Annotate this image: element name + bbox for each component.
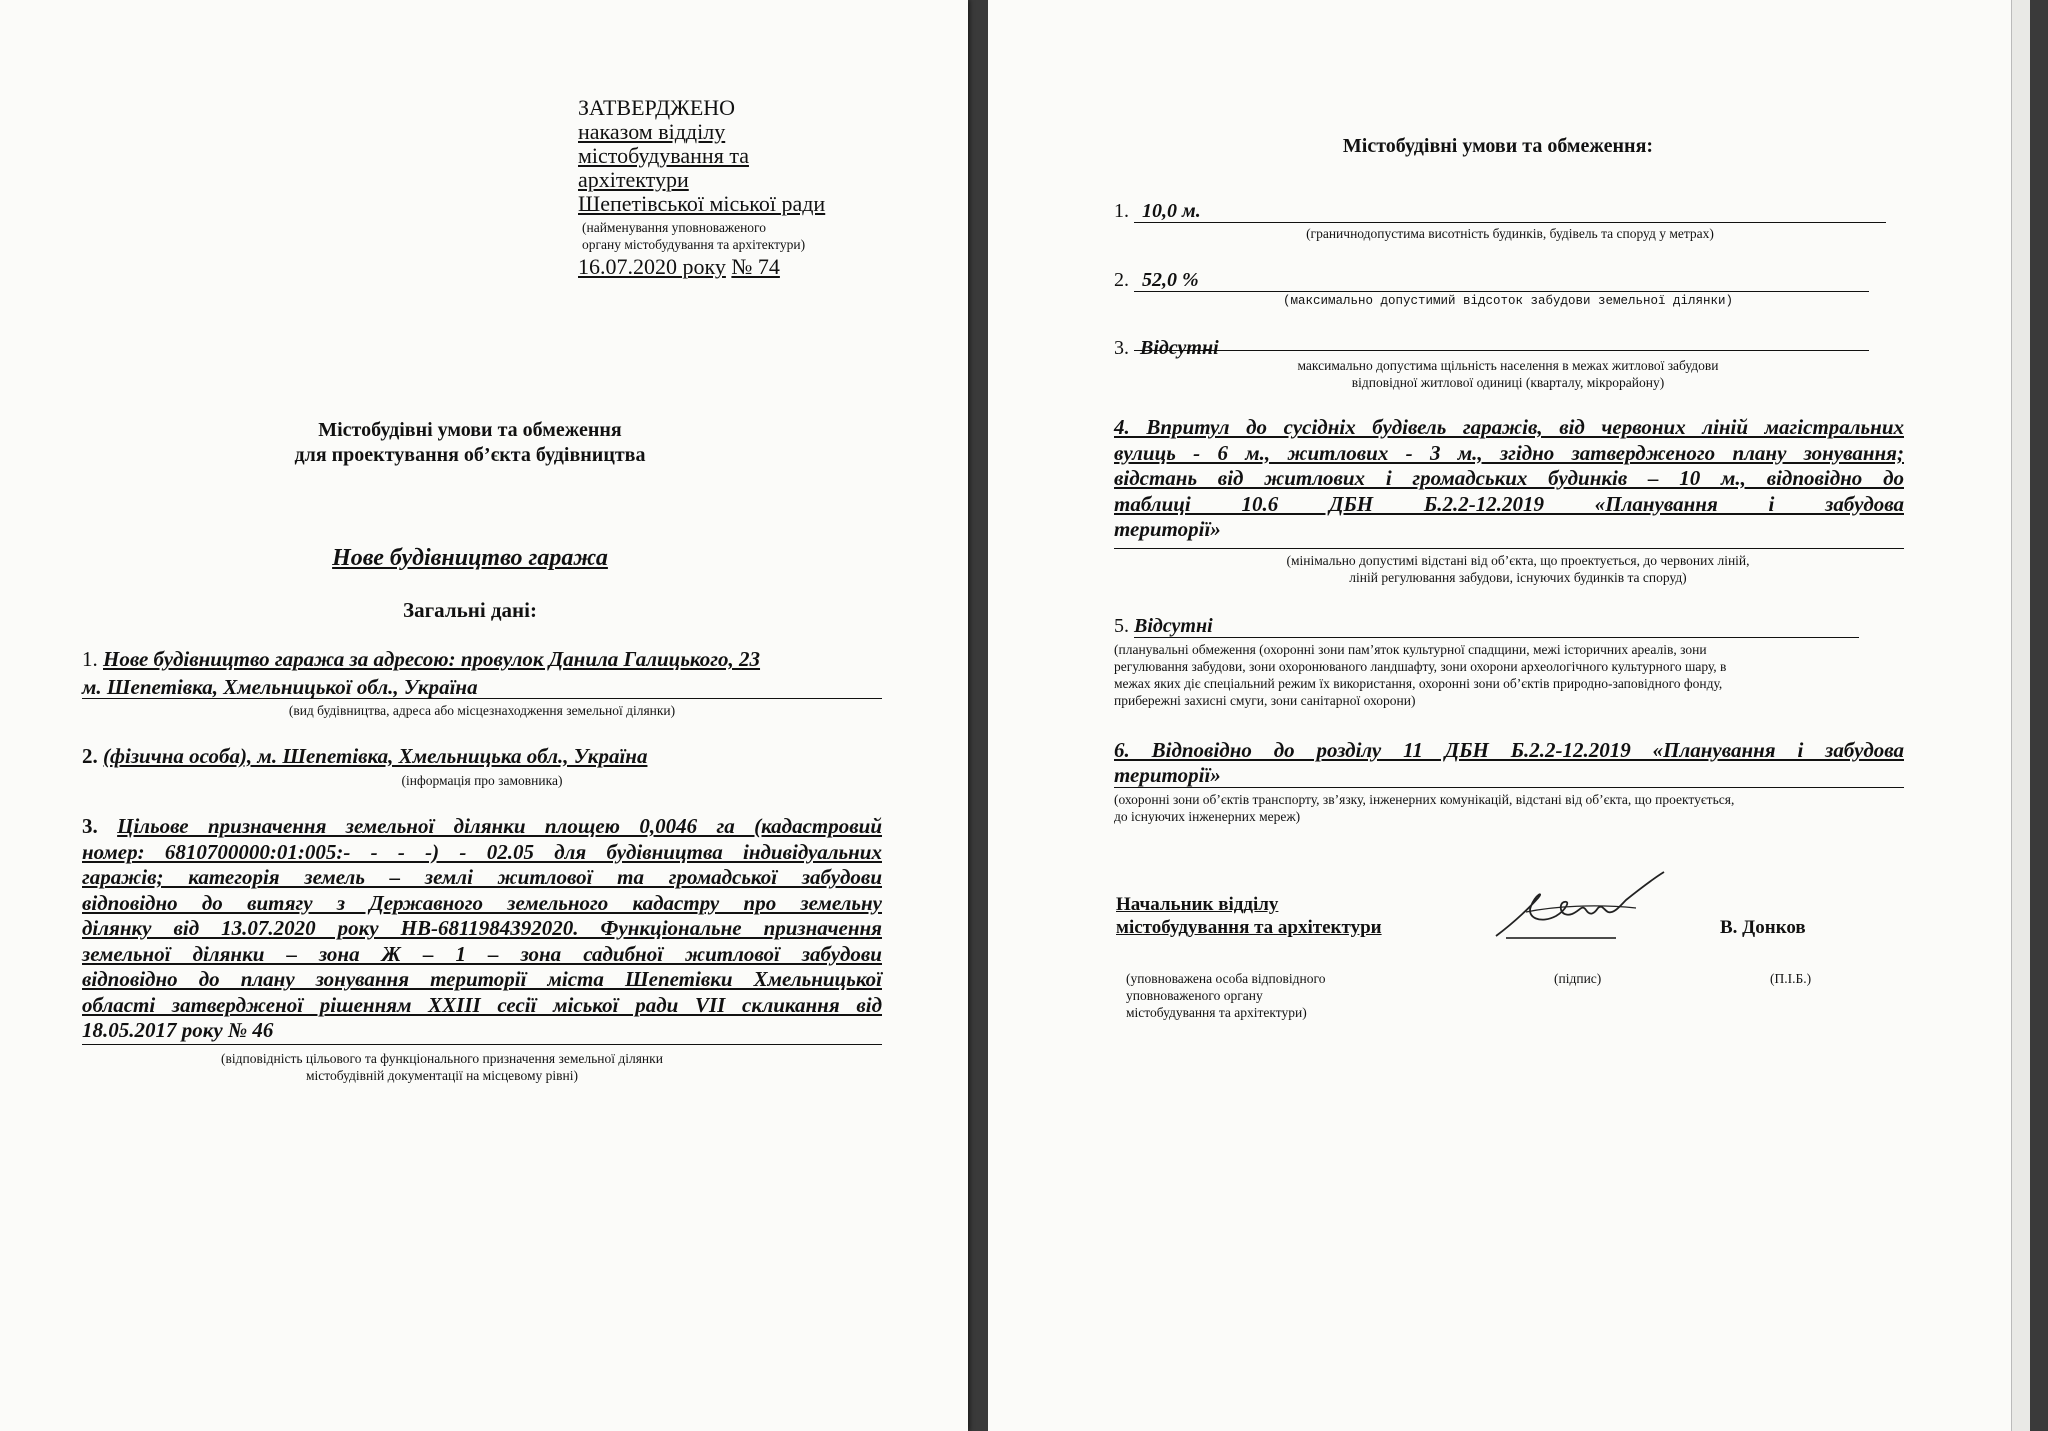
- item-3-line-4: відповідно до витягу з Державного земельного кадастру про земельну: [82, 890, 882, 915]
- condition-4-caption: [1168, 552, 1868, 586]
- condition-4-caption-1: (мінімально допустимі відстані від об’єкта, що проектується, до червоних ліній,: [1286, 553, 1750, 568]
- item-3-line-1: Цільове призначення земельної ділянки площею 0,0046 га (кадастровий: [117, 814, 882, 838]
- signatory-caption-official: [1126, 970, 1426, 1021]
- condition-6-caption-1: (охоронні зони об’єктів транспорту, зв’язку, інженерних комунікацій, відстані від об’єкта, що проектується,: [1114, 792, 1735, 807]
- condition-4-line-4: таблиці 10.6 ДБН Б.2.2-12.2019 «Планування і забудова: [1114, 491, 1904, 516]
- condition-3-caption: [1168, 357, 1848, 391]
- approval-line-2: містобудування та: [578, 143, 749, 168]
- item-1-line-1: Нове будівництво гаража за адресою: провулок Данила Галицького, 23: [103, 647, 761, 671]
- condition-3-number: 3.: [1114, 337, 1129, 359]
- item-3-last-line: 18.05.2017 року № 46: [82, 1018, 274, 1042]
- condition-6-line-1: 6. Відповідно до розділу 11 ДБН Б.2.2-12.2019 «Планування і забудова: [1114, 738, 1904, 762]
- condition-2-caption: (максимально допустимий відсоток забудови земельної ділянки): [1282, 294, 1734, 308]
- condition-5-caption-1: (планувальні обмеження (охоронні зони пам’яток культурної спадщини, межі історичних ареалів, зони: [1114, 642, 1707, 657]
- approval-caption-2: органу містобудування та архітектури): [582, 237, 806, 252]
- signatory-position: [1116, 893, 1496, 939]
- condition-5-caption: [1114, 641, 1914, 709]
- handwritten-signature: [1486, 866, 1686, 946]
- condition-5-caption-3: межах яких діє спеціальний режим їх використання, охоронні зони об’єктів природно-заповідного фонду,: [1114, 676, 1723, 691]
- item-3-line-8: області затвердженої рішенням XXIII сесії міської ради VII скликання від: [82, 992, 882, 1017]
- approval-caption-1: (найменування уповноваженого: [582, 220, 766, 235]
- signatory-position-line-1: Начальник відділу: [1116, 894, 1279, 915]
- signatory-name: В. Донков: [1720, 917, 1806, 938]
- document-title: [200, 418, 740, 468]
- condition-1-number: 1.: [1114, 200, 1129, 222]
- item-1-line-2: м. Шепетівка, Хмельницької обл., Україна: [82, 675, 478, 699]
- item-2-text: (фізична особа), м. Шепетівка, Хмельницька обл., Україна: [103, 744, 648, 768]
- item-3-line-3: гаражів; категорія земель – землі житлової та громадської забудови: [82, 865, 882, 889]
- condition-2-value: 52,0 %: [1142, 269, 1199, 291]
- item-3-number: 3.: [82, 814, 98, 838]
- condition-1-value: 10,0 м.: [1142, 200, 1201, 222]
- left-page: [0, 0, 968, 1431]
- approval-line-3: архітектури: [578, 167, 689, 192]
- approval-block: [578, 96, 918, 279]
- item-3-underline: [82, 1044, 882, 1045]
- condition-1: [1114, 200, 1884, 223]
- condition-6-caption-2: до існуючих інженерних мереж): [1114, 809, 1301, 824]
- right-page: [988, 0, 2030, 1431]
- general-data-heading: Загальні дані:: [403, 598, 537, 622]
- condition-5-caption-4: прибережні захисні смуги, зони санітарної охорони): [1114, 693, 1416, 708]
- condition-2: [1114, 269, 1884, 292]
- condition-3-caption-1: максимально допустима щільність населення в межах житлової забудови: [1297, 358, 1719, 373]
- document-title-line-1: Містобудівні умови та обмеження: [318, 419, 622, 441]
- item-3-line-7: відповідно до плану зонування території міста Шепетівки Хмельницької: [82, 967, 882, 991]
- condition-6-caption: [1114, 791, 1934, 825]
- condition-4-line-3: відстань від житлових і громадських будинків – 10 м., відповідно до: [1114, 466, 1904, 490]
- condition-6: [1114, 738, 1904, 788]
- condition-4-last-line: території»: [1114, 517, 1221, 541]
- condition-2-number: 2.: [1114, 269, 1129, 291]
- condition-4-line-1: 4. Впритул до сусідніх будівель гаражів, від червоних ліній магістральних: [1114, 415, 1904, 439]
- approval-title: ЗАТВЕРДЖЕНО: [578, 95, 736, 120]
- signature-caption: (підпис): [1554, 971, 1602, 986]
- signatory-caption-official-2: уповноваженого органу: [1126, 988, 1263, 1003]
- condition-1-underline: [1134, 222, 1886, 223]
- condition-5-caption-2: регулювання забудови, зони охоронюваного ландшафту, зони охорони археологічного культурного шару, в: [1114, 659, 1727, 674]
- condition-6-underline: [1114, 787, 1904, 788]
- item-3-caption-2: містобудівній документації на місцевому рівні): [306, 1068, 578, 1083]
- item-3-line-6: земельної ділянки – зона Ж – 1 – зона садибної житлової забудови: [82, 941, 882, 966]
- page-edge: [2011, 0, 2030, 1431]
- approval-line-4: Шепетівської міської ради: [578, 191, 826, 216]
- item-3-line-2: номер: 6810700000:01:005:- - - -) - 02.05 для будівництва індивідуальних: [82, 839, 882, 864]
- item-3-caption-1: (відповідність цільового та функціонального призначення земельної ділянки: [221, 1051, 663, 1066]
- item-2-number: 2.: [82, 744, 98, 768]
- condition-5: [1114, 615, 1884, 638]
- item-3: [82, 814, 882, 1044]
- item-1-number: 1.: [82, 647, 98, 671]
- item-1: [82, 645, 882, 701]
- signatory-caption-official-1: (уповноважена особа відповідного: [1126, 971, 1326, 986]
- item-2-caption: (інформація про замовника): [401, 773, 563, 788]
- approval-line-1: наказом відділу: [578, 119, 726, 144]
- signatory-caption-official-3: містобудування та архітектури): [1126, 1005, 1307, 1020]
- condition-5-underline: [1134, 637, 1859, 638]
- condition-3-value: Відсутні: [1140, 337, 1219, 359]
- name-caption: (П.І.Б.): [1770, 971, 1812, 986]
- conditions-heading: Містобудівні умови та обмеження:: [1342, 135, 1654, 157]
- condition-5-value: Відсутні: [1134, 615, 1213, 637]
- condition-4-underline: [1114, 548, 1904, 549]
- signatory-position-line-2: містобудування та архітектури: [1116, 917, 1382, 938]
- condition-3-caption-2: відповідної житлової одиниці (кварталу, мікрорайону): [1351, 375, 1665, 390]
- document-title-line-2: для проектування об’єкта будівництва: [294, 444, 646, 466]
- condition-4: [1114, 415, 1904, 543]
- condition-6-line-2: території»: [1114, 763, 1221, 787]
- condition-4-caption-2: ліній регулювання забудови, існуючих будинків та споруд): [1349, 570, 1687, 585]
- object-name: Нове будівництво гаража: [332, 545, 608, 571]
- item-1-caption: (вид будівництва, адреса або місцезнаходження земельної ділянки): [288, 703, 676, 718]
- approval-date: 16.07.2020 року: [578, 254, 726, 279]
- approval-number: № 74: [731, 254, 780, 279]
- item-2: [82, 742, 882, 770]
- condition-1-caption: (граничнодопустима висотність будинків, будівель та споруд у метрах): [1306, 226, 1714, 241]
- item-3-line-5: ділянку від 13.07.2020 року НВ-6811984392020. Функціональне призначення: [82, 916, 882, 940]
- condition-2-underline: [1134, 291, 1869, 292]
- item-3-caption: [82, 1050, 802, 1084]
- item-1-underline: [82, 698, 882, 699]
- condition-5-number: 5.: [1114, 615, 1129, 637]
- condition-3-underline: [1134, 350, 1869, 351]
- condition-4-line-2: вулиць - 6 м., житлових - 3 м., згідно затвердженого плану зонування;: [1114, 440, 1904, 465]
